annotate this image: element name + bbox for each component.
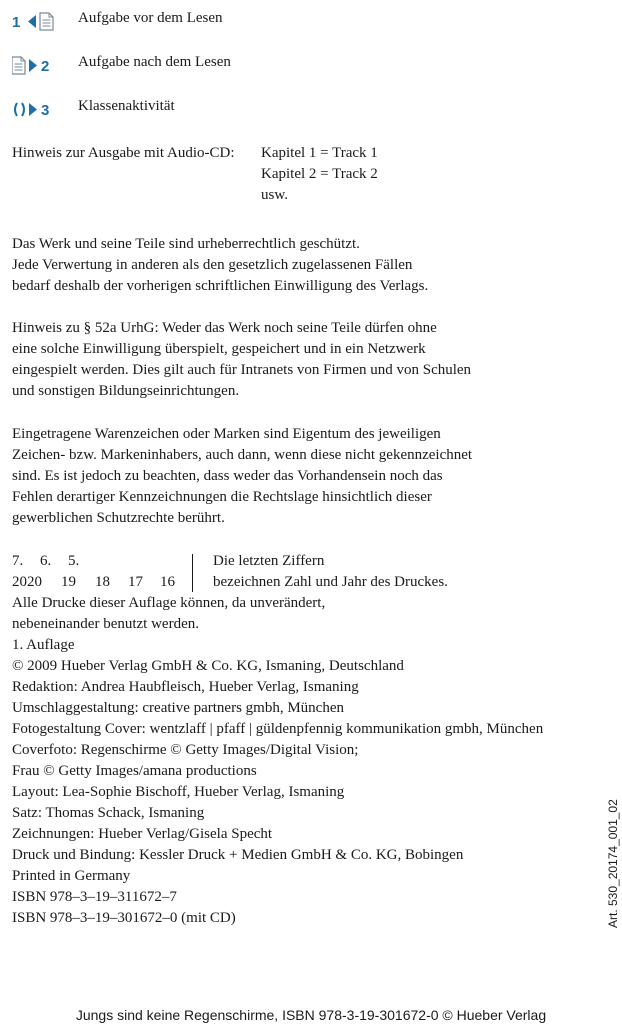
imprint-block: [12, 593, 612, 929]
arrow-right-icon: [29, 103, 37, 116]
paragraph-line: gewerblichen Schutzrechte berührt.: [12, 510, 225, 526]
paragraph-line: eingespielt werden. Dies gilt auch für Intranets von Firmen und von Schulen: [12, 362, 472, 378]
imprint-line: Redaktion: Andrea Haubfleisch, Hueber Verlag, Ismaning: [12, 679, 359, 695]
imprint-line: Printed in Germany: [12, 868, 131, 884]
audio-note-tracks: [261, 143, 378, 206]
before-reading-icon: [12, 10, 62, 32]
legend-label: Aufgabe nach dem Lesen: [78, 54, 231, 70]
paragraph-line: Fehlen derartiger Kennzeichnungen die Rechtslage hinsichtlich dieser: [12, 489, 432, 505]
explanation-line: Die letzten Ziffern: [213, 553, 325, 569]
legend-label: Klassenaktivität: [78, 98, 175, 114]
print-year: 19: [61, 574, 76, 590]
paragraph-line: eine solche Einwilligung überspielt, gespeichert und in ein Netzwerk: [12, 341, 426, 357]
page-footer: Jungs sind keine Regenschirme, ISBN 978-3-19-301672-0 © Hueber Verlag: [75, 1007, 547, 1023]
after-reading-icon: [12, 54, 62, 76]
print-year: 17: [128, 574, 143, 590]
print-number: 5.: [68, 553, 80, 569]
imprint-line: Coverfoto: Regenschirme © Getty Images/Digital Vision;: [12, 742, 359, 758]
class-activity-icon: [12, 98, 62, 120]
imprint-line: Fotogestaltung Cover: wentzlaff | pfaff | güldenpfennig kommunikation gmbh, München: [12, 721, 544, 737]
legend-number: 2: [41, 58, 50, 75]
imprint-line: Frau © Getty Images/amana productions: [12, 763, 257, 779]
imprint-line: ISBN 978–3–19–301672–0 (mit CD): [12, 910, 236, 926]
imprint-line: Druck und Bindung: Kessler Druck + Medien GmbH & Co. KG, Bobingen: [12, 847, 464, 863]
imprint-line: Satz: Thomas Schack, Ismaning: [12, 805, 205, 821]
paragraph-line: und sonstigen Bildungseinrichtungen.: [12, 383, 240, 399]
group-brackets-icon: [15, 103, 24, 116]
audio-note-line: Kapitel 2 = Track 2: [261, 166, 378, 182]
paragraph-line: bedarf deshalb der vorherigen schriftlichen Einwilligung des Verlags.: [12, 278, 429, 294]
article-code: Art. 530_20174_001_02: [606, 799, 620, 928]
paragraph-line: Hinweis zu § 52a UrhG: Weder das Werk noch seine Teile dürfen ohne: [12, 320, 437, 336]
imprint-line: 1. Auflage: [12, 637, 75, 653]
copyright-paragraph: [12, 234, 612, 297]
legend-label: Aufgabe vor dem Lesen: [78, 10, 223, 26]
print-number: 7.: [12, 553, 24, 569]
explanation-line: bezeichnen Zahl und Jahr des Druckes.: [213, 574, 448, 590]
legend-number: 3: [41, 102, 50, 119]
urhg-paragraph: [12, 318, 612, 402]
print-year: 2020: [12, 574, 42, 590]
paragraph-line: Zeichen- bzw. Markeninhabers, auch dann, wenn diese nicht gekennzeichnet: [12, 447, 473, 463]
imprint-line: Alle Drucke dieser Auflage können, da unverändert,: [12, 595, 326, 611]
print-year: 18: [95, 574, 110, 590]
trademark-paragraph: [12, 424, 612, 529]
print-run-divider: [192, 554, 193, 592]
imprint-line: Umschlaggestaltung: creative partners gmbh, München: [12, 700, 344, 716]
audio-note-line: usw.: [261, 187, 288, 203]
document-icon: [40, 13, 53, 30]
imprint-line: Zeichnungen: Hueber Verlag/Gisela Specht: [12, 826, 273, 842]
audio-note-label: Hinweis zur Ausgabe mit Audio-CD:: [12, 145, 235, 161]
imprint-line: © 2009 Hueber Verlag GmbH & Co. KG, Ismaning, Deutschland: [12, 658, 404, 674]
document-icon: [12, 57, 25, 74]
arrow-right-icon: [29, 59, 37, 72]
imprint-line: ISBN 978–3–19–311672–7: [12, 889, 177, 905]
print-number: 6.: [40, 553, 52, 569]
arrow-left-icon: [28, 15, 36, 28]
imprint-line: nebeneinander benutzt werden.: [12, 616, 199, 632]
imprint-line: Layout: Lea-Sophie Bischoff, Hueber Verlag, Ismaning: [12, 784, 345, 800]
print-run-explanation: [213, 551, 448, 593]
paragraph-line: Das Werk und seine Teile sind urheberrechtlich geschützt.: [12, 236, 360, 252]
audio-note-line: Kapitel 1 = Track 1: [261, 145, 378, 161]
paragraph-line: sind. Es ist jedoch zu beachten, dass weder das Vorhandensein noch das: [12, 468, 443, 484]
paragraph-line: Jede Verwertung in anderen als den gesetzlich zugelassenen Fällen: [12, 257, 413, 273]
paragraph-line: Eingetragene Warenzeichen oder Marken sind Eigentum des jeweiligen: [12, 426, 441, 442]
legend-number: 1: [12, 14, 21, 31]
print-year: 16: [160, 574, 175, 590]
